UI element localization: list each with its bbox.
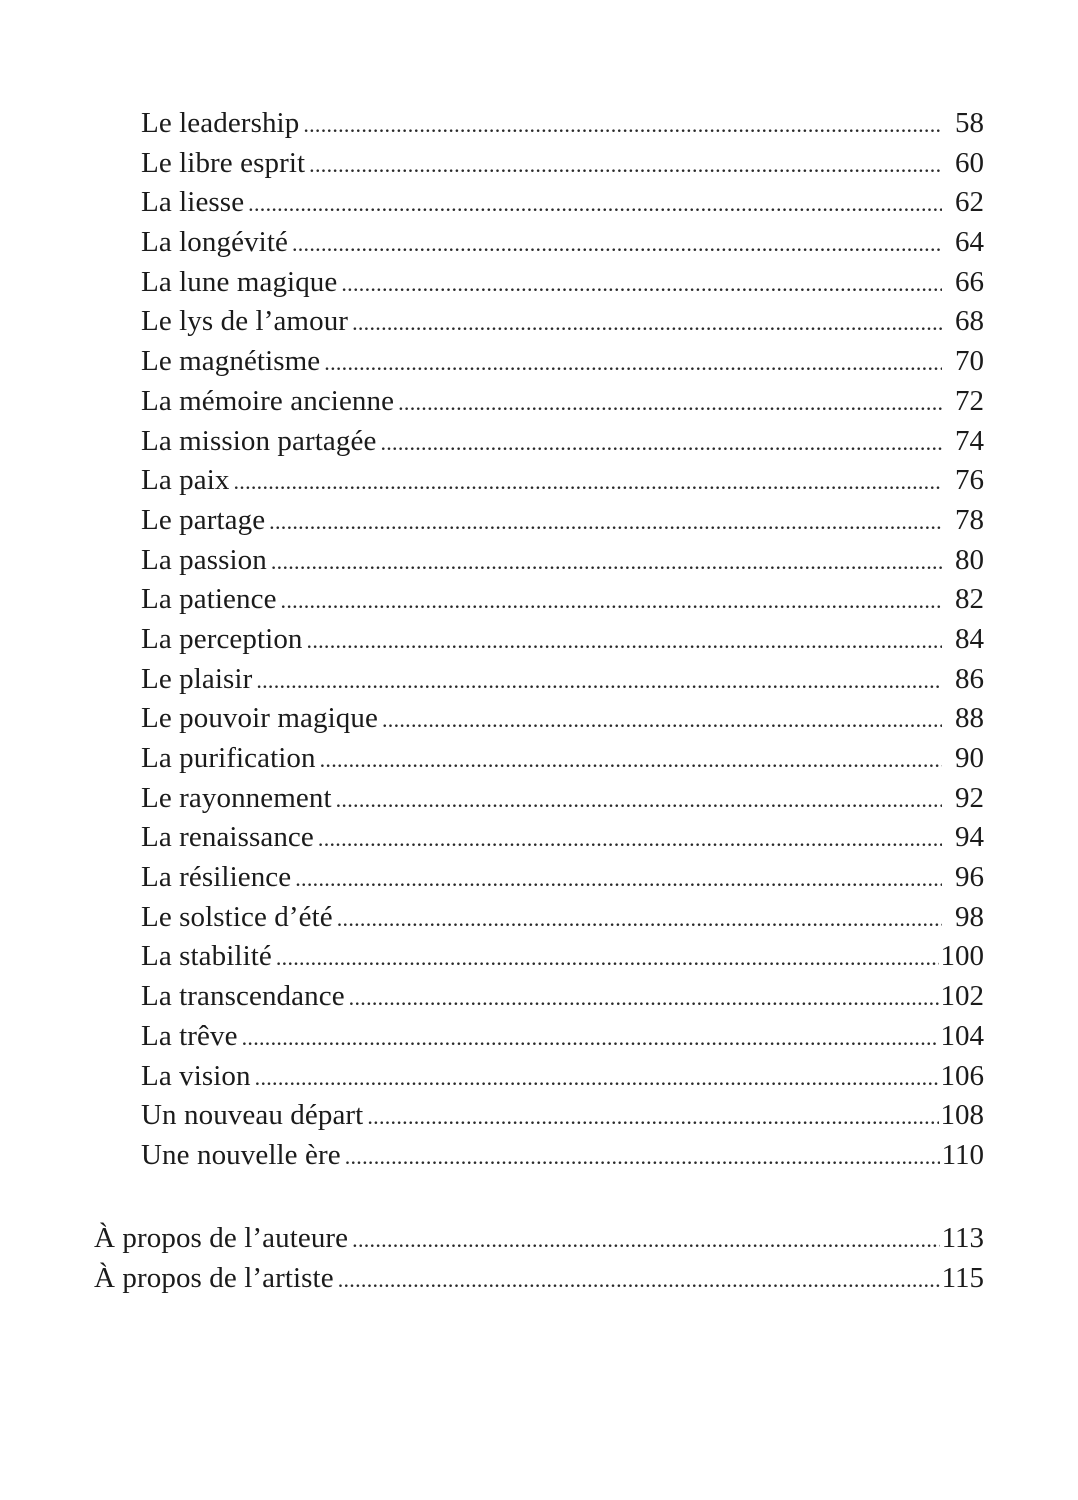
toc-entry-title: La purification	[141, 742, 316, 774]
toc-back-matter-entry[interactable]	[94, 1219, 984, 1259]
dot-leader	[324, 343, 942, 383]
dot-leader	[367, 1097, 938, 1137]
toc-entry-page: 90	[955, 742, 984, 774]
toc-entry-page: 72	[955, 384, 984, 417]
toc-entry-page: 106	[940, 1059, 984, 1092]
toc-back-matter-entry[interactable]	[94, 1259, 984, 1299]
toc-entry[interactable]	[141, 263, 984, 303]
toc-entry-title: Le libre esprit	[141, 146, 306, 179]
toc-entry[interactable]	[141, 660, 984, 700]
toc-entry[interactable]	[141, 937, 984, 977]
toc-entry[interactable]	[141, 779, 984, 819]
toc-entry[interactable]	[141, 144, 984, 184]
dot-leader	[398, 383, 942, 423]
toc-entry-title: La mission partagée	[141, 424, 377, 457]
toc-entry[interactable]	[141, 699, 984, 739]
toc-entry-page: 110	[941, 1138, 984, 1171]
toc-entry-title: Le pouvoir magique	[141, 702, 378, 735]
toc-entry-page: 108	[940, 1099, 984, 1132]
toc-entry[interactable]	[141, 898, 984, 938]
toc-entry-title: Le leadership	[141, 107, 300, 139]
dot-leader	[303, 105, 942, 145]
toc-entry[interactable]	[141, 858, 984, 898]
toc-entry-title: La mémoire ancienne	[141, 384, 395, 417]
toc-entry-page: 88	[955, 702, 984, 735]
toc-entry[interactable]	[141, 818, 984, 858]
toc-entry-title: La patience	[141, 583, 277, 616]
toc-entry-title: Un nouveau départ	[141, 1099, 364, 1132]
toc-entry-title: Le solstice d’été	[141, 900, 333, 933]
toc-entry[interactable]	[141, 977, 984, 1017]
toc-entry-page: 92	[955, 781, 984, 814]
toc-entry-page: 66	[955, 265, 984, 298]
toc-entry-title: La longévité	[141, 226, 288, 259]
toc-entry-title: La perception	[141, 622, 303, 655]
toc-entry-title: Le magnétisme	[141, 345, 321, 378]
dot-leader	[233, 462, 942, 502]
toc-entry-page: 82	[955, 583, 984, 616]
toc-entry[interactable]	[141, 461, 984, 501]
dot-leader	[320, 740, 942, 780]
toc-entry-page: 68	[955, 305, 984, 338]
toc-entry-title: La passion	[141, 543, 267, 576]
toc-entry-title: À propos de l’artiste	[94, 1261, 334, 1294]
dot-leader	[349, 978, 939, 1018]
dot-leader	[352, 1220, 939, 1260]
toc-entry-title: La trêve	[141, 1019, 238, 1052]
toc-entry-title: Le plaisir	[141, 662, 253, 695]
toc-entry-title: Le partage	[141, 503, 266, 536]
dot-leader	[345, 1137, 940, 1177]
dot-leader	[337, 899, 942, 939]
toc-entry[interactable]	[141, 382, 984, 422]
toc-entry-page: 60	[955, 146, 984, 179]
toc-entries-list	[141, 104, 984, 1176]
toc-entry-page: 100	[940, 940, 984, 973]
toc-entry[interactable]	[141, 1136, 984, 1176]
dot-leader	[309, 145, 942, 185]
dot-leader	[248, 184, 942, 224]
dot-leader	[336, 780, 942, 820]
dot-leader	[295, 859, 942, 899]
dot-leader	[338, 1260, 940, 1300]
toc-entry-title: La paix	[141, 464, 230, 497]
toc-entry[interactable]	[141, 183, 984, 223]
toc-entry-page: 64	[955, 226, 984, 259]
toc-entry-title: Le rayonnement	[141, 781, 332, 814]
dot-leader	[318, 819, 942, 859]
toc-entry[interactable]	[141, 739, 984, 779]
dot-leader	[352, 303, 942, 343]
toc-entry-page: 86	[955, 662, 984, 695]
toc-entry-title: La renaissance	[141, 821, 314, 854]
toc-entry-page: 76	[955, 464, 984, 497]
toc-entry-title: Une nouvelle ère	[141, 1138, 341, 1171]
toc-entry[interactable]	[141, 580, 984, 620]
toc-entry[interactable]	[141, 1057, 984, 1097]
toc-back-matter-list	[94, 1219, 984, 1298]
dot-leader	[255, 1058, 939, 1098]
toc-entry-page: 102	[940, 980, 984, 1013]
toc-entry[interactable]	[141, 104, 984, 144]
toc-entry-page: 96	[955, 861, 984, 894]
toc-entry[interactable]	[141, 422, 984, 462]
dot-leader	[380, 423, 942, 463]
toc-entry-page: 94	[955, 821, 984, 854]
toc-entry-page: 78	[955, 503, 984, 536]
toc-entry[interactable]	[141, 342, 984, 382]
toc-entry-page: 115	[941, 1261, 984, 1294]
toc-entry-title: La transcendance	[141, 980, 345, 1013]
dot-leader	[292, 224, 942, 264]
dot-leader	[276, 938, 939, 978]
dot-leader	[281, 581, 942, 621]
toc-entry-page: 104	[940, 1019, 984, 1052]
toc-entry-title: La stabilité	[141, 940, 272, 973]
dot-leader	[341, 264, 942, 304]
toc-entry-title: La résilience	[141, 861, 292, 894]
toc-entry[interactable]	[141, 541, 984, 581]
toc-entry-title: La vision	[141, 1059, 251, 1092]
toc-entry-page: 98	[955, 900, 984, 933]
dot-leader	[307, 621, 942, 661]
toc-entry-page: 84	[955, 622, 984, 655]
toc-entry-title: La lune magique	[141, 265, 338, 298]
dot-leader	[242, 1018, 939, 1058]
toc-entry[interactable]	[141, 223, 984, 263]
toc-entry-title: La liesse	[141, 186, 245, 219]
dot-leader	[269, 502, 942, 542]
toc-entry[interactable]	[141, 302, 984, 342]
toc-entry-page: 62	[955, 186, 984, 219]
toc-entry[interactable]	[141, 1096, 984, 1136]
toc-entry-page: 58	[955, 107, 984, 139]
dot-leader	[271, 542, 942, 582]
toc-entry-title: À propos de l’auteure	[94, 1222, 349, 1254]
toc-entry-page: 70	[955, 345, 984, 378]
toc-entry-page: 74	[955, 424, 984, 457]
toc-entry-page: 80	[955, 543, 984, 576]
toc-entry[interactable]	[141, 1017, 984, 1057]
toc-entry[interactable]	[141, 501, 984, 541]
toc-entry-page: 113	[941, 1222, 984, 1254]
dot-leader	[382, 700, 942, 740]
toc-entry[interactable]	[141, 620, 984, 660]
dot-leader	[256, 661, 942, 701]
toc-entry-title: Le lys de l’amour	[141, 305, 349, 338]
